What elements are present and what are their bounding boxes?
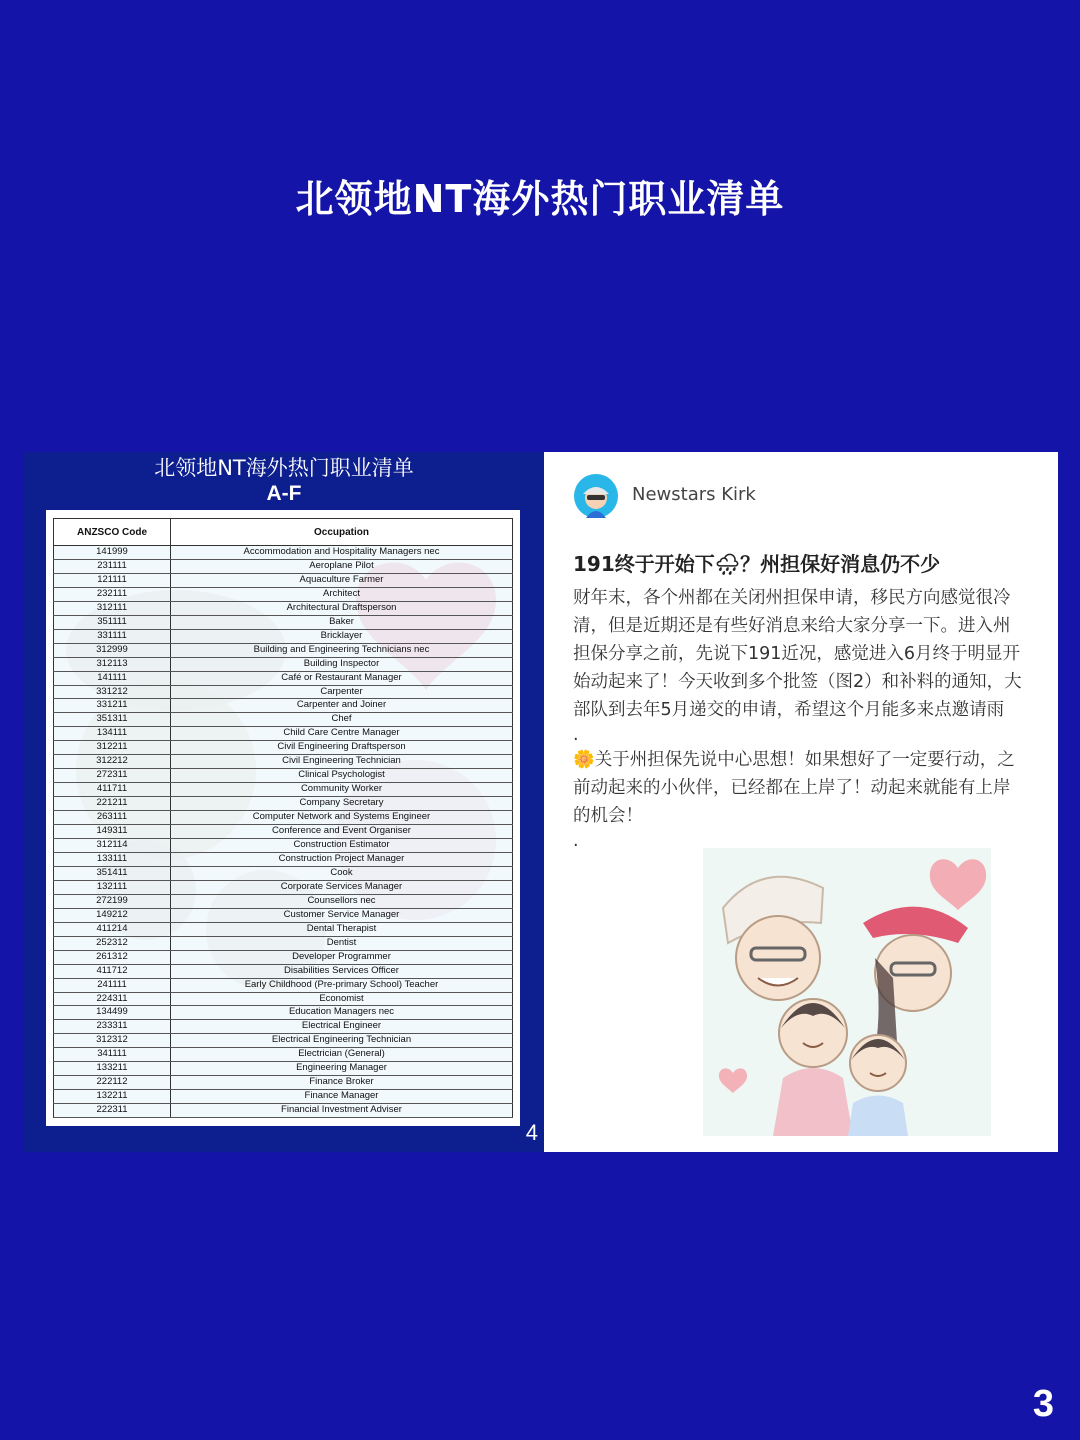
anzsco-code-cell: 411214 <box>54 922 171 936</box>
post-separator: . <box>573 725 579 745</box>
occupation-table-container <box>46 510 520 1126</box>
occupation-cell: Developer Programmer <box>171 950 513 964</box>
table-row <box>54 936 513 950</box>
occupation-cell: Electrical Engineer <box>171 1020 513 1034</box>
anzsco-code-cell: 351111 <box>54 615 171 629</box>
table-row <box>54 615 513 629</box>
column-header-code: ANZSCO Code <box>54 519 171 546</box>
anzsco-code-cell: 272311 <box>54 769 171 783</box>
anzsco-code-cell: 331111 <box>54 629 171 643</box>
table-row <box>54 839 513 853</box>
anzsco-code-cell: 133211 <box>54 1062 171 1076</box>
occupation-cell: Customer Service Manager <box>171 908 513 922</box>
occupation-cell: Child Care Centre Manager <box>171 727 513 741</box>
occupation-cell: Architectural Draftsperson <box>171 601 513 615</box>
anzsco-code-cell: 411712 <box>54 964 171 978</box>
anzsco-code-cell: 149311 <box>54 825 171 839</box>
anzsco-code-cell: 121111 <box>54 573 171 587</box>
anzsco-code-cell: 261312 <box>54 950 171 964</box>
table-row <box>54 685 513 699</box>
occupation-cell: Civil Engineering Draftsperson <box>171 741 513 755</box>
occupation-cell: Architect <box>171 587 513 601</box>
occupation-table-body <box>54 546 513 1118</box>
anzsco-code-cell: 141999 <box>54 546 171 560</box>
anzsco-code-cell: 312999 <box>54 643 171 657</box>
anzsco-code-cell: 232111 <box>54 587 171 601</box>
occupation-cell: Aeroplane Pilot <box>171 559 513 573</box>
table-row <box>54 1062 513 1076</box>
table-row <box>54 852 513 866</box>
table-row <box>54 1104 513 1118</box>
occupation-cell: Education Managers nec <box>171 1006 513 1020</box>
occupation-cell: Baker <box>171 615 513 629</box>
table-row <box>54 657 513 671</box>
occupation-cell: Financial Investment Adviser <box>171 1104 513 1118</box>
table-row <box>54 546 513 560</box>
table-header-row <box>54 519 513 546</box>
table-row <box>54 783 513 797</box>
anzsco-code-cell: 263111 <box>54 811 171 825</box>
table-row <box>54 950 513 964</box>
table-row <box>54 811 513 825</box>
post-title: 191终于开始下🌧？州担保好消息仍不少 <box>573 552 941 576</box>
table-row <box>54 880 513 894</box>
table-row <box>54 1048 513 1062</box>
occupation-cell: Carpenter <box>171 685 513 699</box>
anzsco-code-cell: 272199 <box>54 894 171 908</box>
anzsco-code-cell: 241111 <box>54 978 171 992</box>
occupation-cell: Electrical Engineering Technician <box>171 1034 513 1048</box>
table-row <box>54 922 513 936</box>
table-row <box>54 825 513 839</box>
occupation-table <box>53 518 513 1118</box>
anzsco-code-cell: 331212 <box>54 685 171 699</box>
occupation-cell: Civil Engineering Technician <box>171 755 513 769</box>
table-row <box>54 755 513 769</box>
occupation-cell: Company Secretary <box>171 797 513 811</box>
table-row <box>54 1034 513 1048</box>
occupation-cell: Early Childhood (Pre-primary School) Teacher <box>171 978 513 992</box>
anzsco-code-cell: 312113 <box>54 657 171 671</box>
occupation-cell: Bricklayer <box>171 629 513 643</box>
occupation-cell: Cook <box>171 866 513 880</box>
occupation-cell: Clinical Psychologist <box>171 769 513 783</box>
anzsco-code-cell: 312211 <box>54 741 171 755</box>
occupation-cell: Conference and Event Organiser <box>171 825 513 839</box>
page-number: 3 <box>1032 1383 1054 1425</box>
occupation-cell: Construction Project Manager <box>171 852 513 866</box>
table-row <box>54 894 513 908</box>
table-row <box>54 1090 513 1104</box>
occupation-cell: Aquaculture Farmer <box>171 573 513 587</box>
anzsco-code-cell: 411711 <box>54 783 171 797</box>
anzsco-code-cell: 351311 <box>54 713 171 727</box>
slide-title: 北领地NT海外热门职业清单 <box>154 456 414 480</box>
table-row <box>54 573 513 587</box>
anzsco-code-cell: 132211 <box>54 1090 171 1104</box>
anzsco-code-cell: 141111 <box>54 671 171 685</box>
post-paragraph: 🌼关于州担保先说中心思想！如果想好了一定要行动，之前动起来的小伙伴，已经都在上岸了！动起来就能有上岸的机会！ <box>573 750 1015 826</box>
occupation-cell: Building Inspector <box>171 657 513 671</box>
table-row <box>54 559 513 573</box>
table-row <box>54 727 513 741</box>
post-paragraph: 财年末，各个州都在关闭州担保申请，移民方向感觉很冷清，但是近期还是有些好消息来给大家分享一下。进入州担保分享之前，先说下191近况，感觉进入6月终于明显开始动起来了！今天收到多个批签（图2）和补料的通知，大部队到去年5月递交的申请，希望这个月能多来点邀请雨 <box>573 588 1022 720</box>
anzsco-code-cell: 312114 <box>54 839 171 853</box>
post-separator: . <box>573 831 579 851</box>
table-row <box>54 713 513 727</box>
table-row <box>54 992 513 1006</box>
occupation-cell: Counsellors nec <box>171 894 513 908</box>
anzsco-code-cell: 134499 <box>54 1006 171 1020</box>
author-name[interactable]: Newstars Kirk <box>632 484 756 505</box>
anzsco-code-cell: 231111 <box>54 559 171 573</box>
anzsco-code-cell: 224311 <box>54 992 171 1006</box>
occupation-cell: Café or Restaurant Manager <box>171 671 513 685</box>
column-header-occupation: Occupation <box>171 519 513 546</box>
occupation-cell: Carpenter and Joiner <box>171 699 513 713</box>
occupation-cell: Corporate Services Manager <box>171 880 513 894</box>
occupation-cell: Accommodation and Hospitality Managers nec <box>171 546 513 560</box>
content-panel <box>24 452 1058 1152</box>
table-row <box>54 964 513 978</box>
anzsco-code-cell: 222112 <box>54 1076 171 1090</box>
page-title: 北领地NT海外热门职业清单 <box>295 177 785 221</box>
occupation-cell: Finance Manager <box>171 1090 513 1104</box>
table-row <box>54 908 513 922</box>
occupation-cell: Engineering Manager <box>171 1062 513 1076</box>
occupation-list-slide <box>24 452 544 1152</box>
table-row <box>54 978 513 992</box>
occupation-cell: Dental Therapist <box>171 922 513 936</box>
occupation-cell: Construction Estimator <box>171 839 513 853</box>
anzsco-code-cell: 331211 <box>54 699 171 713</box>
anzsco-code-cell: 312111 <box>54 601 171 615</box>
post-body <box>573 584 1023 852</box>
anzsco-code-cell: 312312 <box>54 1034 171 1048</box>
occupation-cell: Economist <box>171 992 513 1006</box>
table-row <box>54 643 513 657</box>
table-row <box>54 797 513 811</box>
table-row <box>54 1020 513 1034</box>
anzsco-code-cell: 132111 <box>54 880 171 894</box>
anzsco-code-cell: 341111 <box>54 1048 171 1062</box>
occupation-cell: Building and Engineering Technicians nec <box>171 643 513 657</box>
table-row <box>54 1076 513 1090</box>
anzsco-code-cell: 351411 <box>54 866 171 880</box>
table-row <box>54 671 513 685</box>
occupation-cell: Chef <box>171 713 513 727</box>
anzsco-code-cell: 252312 <box>54 936 171 950</box>
anzsco-code-cell: 133111 <box>54 852 171 866</box>
anzsco-code-cell: 221211 <box>54 797 171 811</box>
occupation-cell: Computer Network and Systems Engineer <box>171 811 513 825</box>
occupation-cell: Electrician (General) <box>171 1048 513 1062</box>
table-row <box>54 587 513 601</box>
slide-page-number: 4 <box>525 1120 538 1145</box>
table-row <box>54 866 513 880</box>
family-cartoon-illustration <box>703 848 991 1136</box>
occupation-cell: Community Worker <box>171 783 513 797</box>
table-row <box>54 1006 513 1020</box>
occupation-cell: Finance Broker <box>171 1076 513 1090</box>
table-row <box>54 769 513 783</box>
slide-subtitle: A-F <box>266 482 302 505</box>
anzsco-code-cell: 134111 <box>54 727 171 741</box>
occupation-cell: Disabilities Services Officer <box>171 964 513 978</box>
occupation-cell: Dentist <box>171 936 513 950</box>
anzsco-code-cell: 222311 <box>54 1104 171 1118</box>
anzsco-code-cell: 312212 <box>54 755 171 769</box>
anzsco-code-cell: 149212 <box>54 908 171 922</box>
table-row <box>54 699 513 713</box>
anzsco-code-cell: 233311 <box>54 1020 171 1034</box>
table-row <box>54 601 513 615</box>
avatar-icon[interactable] <box>574 474 618 518</box>
table-row <box>54 741 513 755</box>
table-row <box>54 629 513 643</box>
social-post <box>554 452 1058 1152</box>
